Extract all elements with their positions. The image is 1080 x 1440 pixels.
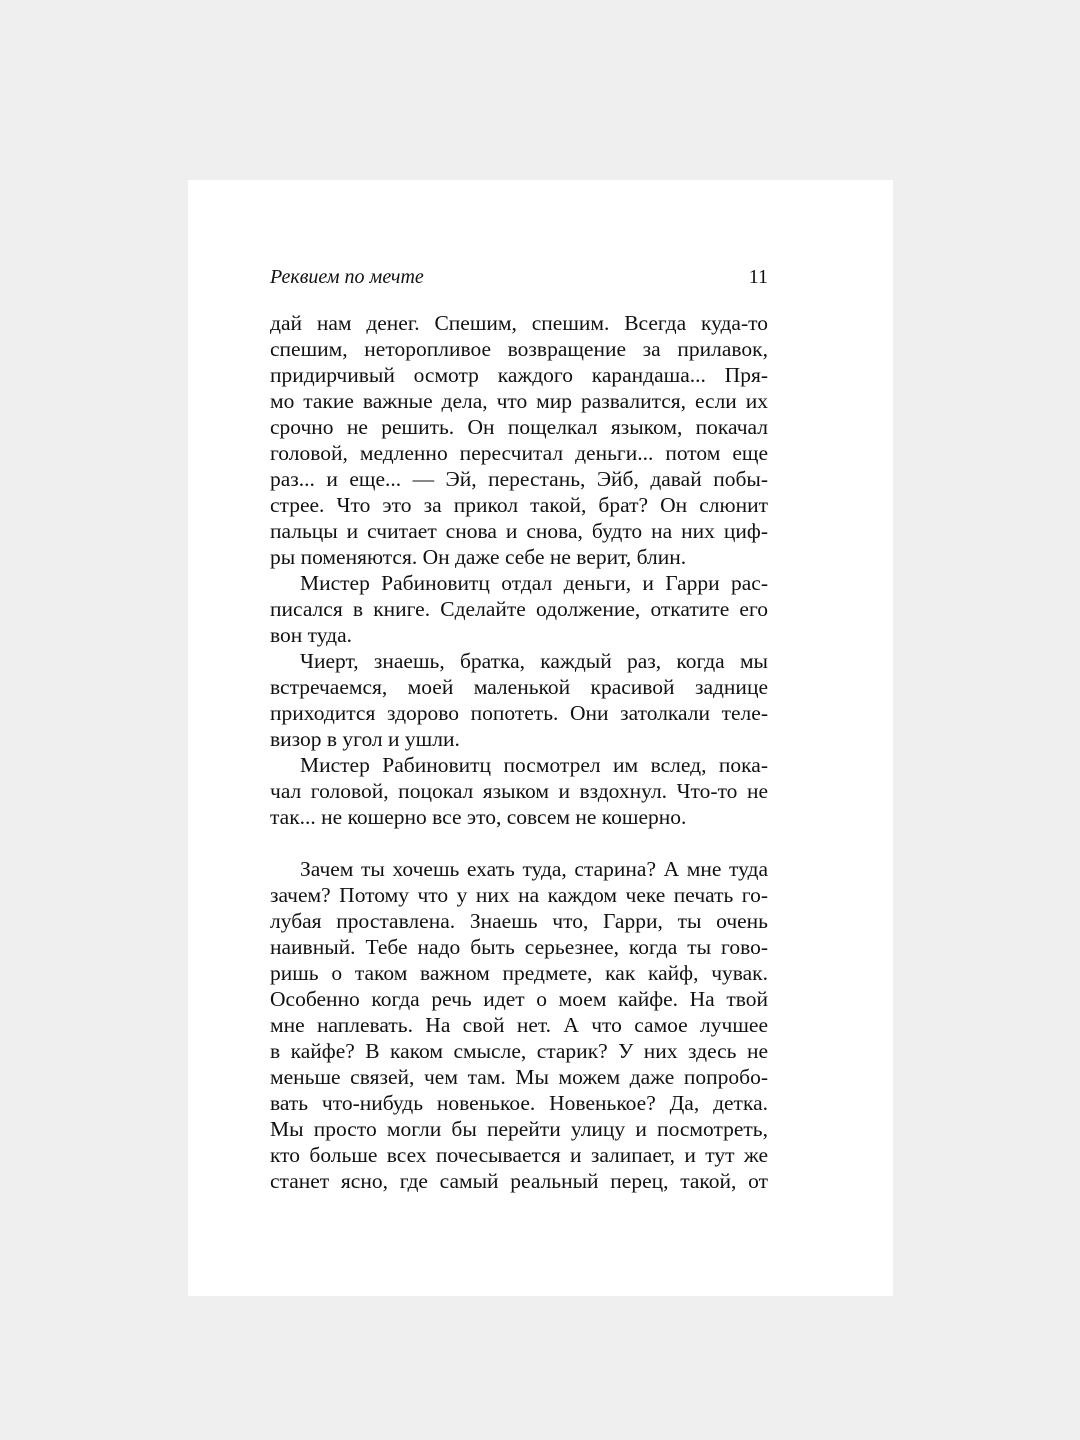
text-line: станет ясно, где самый реальный перец, такой, от <box>270 1169 768 1193</box>
text-line: наивный. Тебе надо быть серьезнее, когда ты гово- <box>270 935 768 959</box>
text-line: Мы просто могли бы перейти улицу и посмотреть, <box>270 1117 768 1141</box>
text-line: Особенно когда речь идет о моем кайфе. На твой <box>270 987 768 1011</box>
text-line: срочно не решить. Он пощелкал языком, покачал <box>270 415 768 439</box>
text-line: головой, медленно пересчитал деньги... потом еще <box>270 441 768 465</box>
text-line: чал головой, поцокал языком и вздохнул. Что-то не <box>270 779 768 803</box>
text-line: встречаемся, моей маленькой красивой заднице <box>270 675 768 699</box>
text-line: дай нам денег. Спешим, спешим. Всегда куда-то <box>270 311 768 335</box>
text-line: спешим, неторопливое возвращение за прилавок, <box>270 337 768 361</box>
text-line: придирчивый осмотр каждого карандаша... Пря- <box>270 363 768 387</box>
text-line: мо такие важные дела, что мир развалится, если их <box>270 389 768 413</box>
running-head <box>270 262 768 292</box>
book-title: Реквием по мечте <box>270 266 424 288</box>
text-line: так... не кошерно все это, совсем не кошерно. <box>270 805 687 829</box>
text-line: приходится здорово попотеть. Они затолкали теле- <box>270 701 768 725</box>
text-line: лубая проставлена. Знаешь что, Гарри, ты очень <box>270 909 768 933</box>
text-line: визор в угол и ушли. <box>270 727 460 751</box>
text-line: в кайфе? В каком смысле, старик? У них здесь не <box>270 1039 768 1063</box>
text-line: меньше связей, чем там. Мы можем даже попробо- <box>270 1065 768 1089</box>
text-line: пальцы и считает снова и снова, будто на них циф- <box>270 519 768 543</box>
paragraph <box>270 648 768 752</box>
text-line: мне наплевать. На свой нет. А что самое лучшее <box>270 1013 768 1037</box>
text-line: Мистер Рабиновитц посмотрел им вслед, пока- <box>300 753 768 777</box>
body-text <box>270 310 768 1194</box>
text-line: писался в книге. Сделайте одолжение, откатите его <box>270 597 768 621</box>
section-break <box>270 830 768 856</box>
paragraph <box>270 570 768 648</box>
text-line: ришь о таком важном предмете, как кайф, чувак. <box>270 961 768 985</box>
text-line: ры поменяются. Он даже себе не верит, блин. <box>270 545 687 569</box>
text-line: вать что-нибудь новенькое. Новенькое? Да, детка. <box>270 1091 768 1115</box>
book-page <box>188 180 893 1296</box>
text-line: зачем? Потому что у них на каждом чеке печать го- <box>270 883 768 907</box>
paragraph <box>270 856 768 1194</box>
text-line: стрее. Что это за прикол такой, брат? Он слюнит <box>270 493 768 517</box>
text-line: раз... и еще... — Эй, перестань, Эйб, давай побы- <box>270 467 768 491</box>
paragraph <box>270 310 768 570</box>
text-line: кто больше всех почесывается и залипает, и тут же <box>270 1143 768 1167</box>
text-line: вон туда. <box>270 623 353 647</box>
text-line: Зачем ты хочешь ехать туда, старина? А мне туда <box>300 857 768 881</box>
text-line: Мистер Рабиновитц отдал деньги, и Гарри рас- <box>300 571 768 595</box>
text-line: Чиерт, знаешь, братка, каждый раз, когда мы <box>300 649 768 673</box>
page-number: 11 <box>748 266 768 288</box>
paragraph <box>270 752 768 830</box>
